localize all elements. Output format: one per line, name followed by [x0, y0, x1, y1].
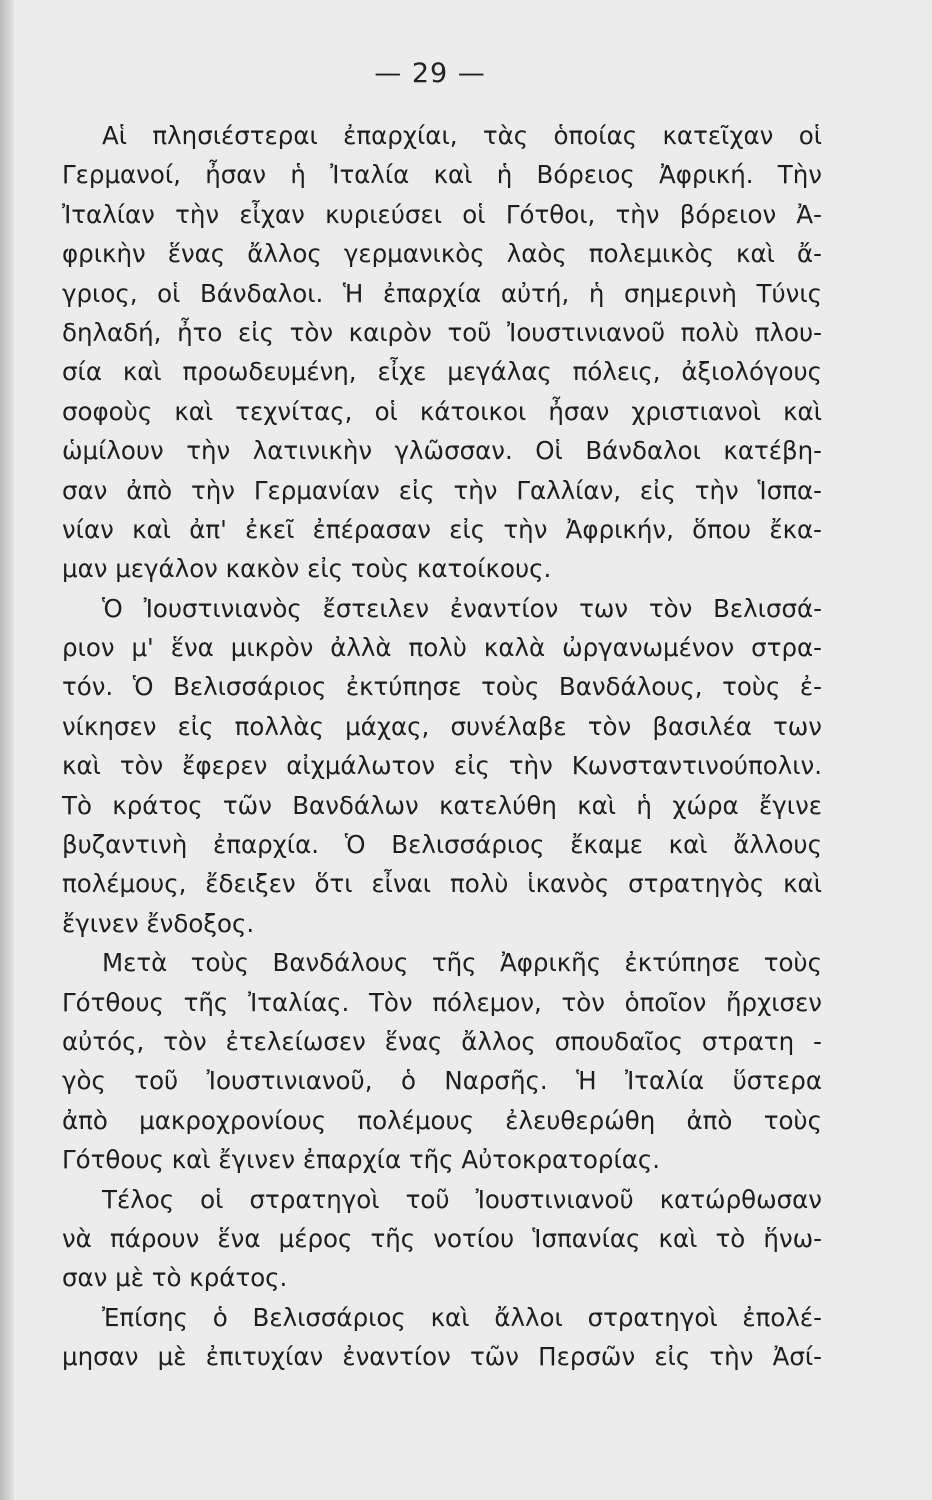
text-line: ὡμίλουν τὴν λατινικὴν γλῶσσαν. Οἱ Βάνδαλοι κατέβη- [62, 436, 822, 466]
text-line: σία καὶ προωδευμένη, εἶχε μεγάλας πόλεις, ἀξιολόγους [62, 357, 822, 387]
text-line: Γότθους καὶ ἔγινεν ἐπαρχία τῆς Αὐτοκρατορίας. [62, 1145, 661, 1175]
text-line: νίκησεν εἰς πολλὰς μάχας, συνέλαβε τὸν βασιλέα των [62, 711, 822, 741]
text-line: ἀπὸ μακροχρονίους πολέμους ἐλευθερώθη ἀπὸ τοὺς [62, 1105, 822, 1135]
text-line: γριος, οἱ Βάνδαλοι. Ἡ ἐπαρχία αὐτή, ἡ σημερινὴ Τύνις [62, 278, 822, 308]
text-line: νὰ πάρουν ἕνα μέρος τῆς νοτίου Ἱσπανίας καὶ τὸ ἥνω- [62, 1223, 822, 1253]
text-line: Μετὰ τοὺς Βανδάλους τῆς Ἀφρικῆς ἐκτύπησε τοὺς [102, 948, 822, 978]
text-line: σαν μὲ τὸ κράτος. [62, 1263, 288, 1293]
text-line: σαν ἀπὸ τὴν Γερμανίαν εἰς τὴν Γαλλίαν, εἰς τὴν Ἱσπα- [62, 475, 822, 505]
body-text [62, 116, 822, 1377]
text-line: Αἱ πλησιέστεραι ἐπαρχίαι, τὰς ὁποίας κατεῖχαν οἱ [102, 121, 822, 150]
text-line: πολέμους, ἔδειξεν ὅτι εἶναι πολὺ ἱκανὸς στρατηγὸς καὶ [62, 869, 822, 899]
text-line: δηλαδή, ἦτο εἰς τὸν καιρὸν τοῦ Ἰουστινιανοῦ πολὺ πλου- [62, 317, 822, 347]
text-line: αὐτός, τὸν ἐτελείωσεν ἕνας ἄλλος σπουδαῖος στρατη - [62, 1026, 822, 1056]
text-line: ριον μ' ἕνα μικρὸν ἀλλὰ πολὺ καλὰ ὠργανωμένον στρα- [62, 633, 822, 663]
page-number: — 29 — [374, 58, 486, 89]
text-line: βυζαντινὴ ἐπαρχία. Ὁ Βελισσάριος ἔκαμε καὶ ἄλλους [62, 830, 822, 860]
text-line: μησαν μὲ ἐπιτυχίαν ἐναντίον τῶν Περσῶν εἰς τὴν Ἀσί- [62, 1342, 822, 1372]
text-line: γὸς τοῦ Ἰουστινιανοῦ, ὁ Ναρσῆς. Ἡ Ἰταλία ὕστερα [62, 1066, 822, 1096]
text-line: μαν μεγάλον κακὸν εἰς τοὺς κατοίκους. [62, 554, 552, 584]
text-line: καὶ τὸν ἔφερεν αἰχμάλωτον εἰς τὴν Κωνσταντινούπολιν. [62, 751, 822, 781]
text-line: Τὸ κράτος τῶν Βανδάλων κατελύθη καὶ ἡ χώρα ἔγινε [62, 790, 822, 820]
text-line: τόν. Ὁ Βελισσάριος ἐκτύπησε τοὺς Βανδάλους, τοὺς ἐ- [62, 672, 822, 702]
text-line: ἔγινεν ἔνδοξος. [62, 908, 255, 938]
text-line: Γότθους τῆς Ἰταλίας. Τὸν πόλεμον, τὸν ὁποῖον ἤρχισεν [62, 987, 822, 1017]
text-line: Γερμανοί, ἦσαν ἡ Ἰταλία καὶ ἡ Βόρειος Ἀφρική. Τὴν [62, 160, 822, 190]
text-line: Ὁ Ἰουστινιανὸς ἔστειλεν ἐναντίον των τὸν Βελισσά- [102, 593, 822, 623]
text-line: φρικὴν ἕνας ἄλλος γερμανικὸς λαὸς πολεμικὸς καὶ ἄ- [62, 239, 822, 269]
text-line: σοφοὺς καὶ τεχνίτας, οἱ κάτοικοι ἦσαν χριστιανοὶ καὶ [62, 396, 822, 426]
text-line: Ἰταλίαν τὴν εἶχαν κυριεύσει οἱ Γότθοι, τὴν βόρειον Ἀ- [62, 199, 822, 229]
text-line: Τέλος οἱ στρατηγοὶ τοῦ Ἰουστινιανοῦ κατώρθωσαν [102, 1184, 822, 1214]
text-line: νίαν καὶ ἀπ' ἐκεῖ ἐπέρασαν εἰς τὴν Ἀφρικήν, ὅπου ἔκα- [62, 514, 822, 544]
text-line: Ἐπίσης ὁ Βελισσάριος καὶ ἄλλοι στρατηγοὶ ἐπολέ- [102, 1302, 822, 1332]
